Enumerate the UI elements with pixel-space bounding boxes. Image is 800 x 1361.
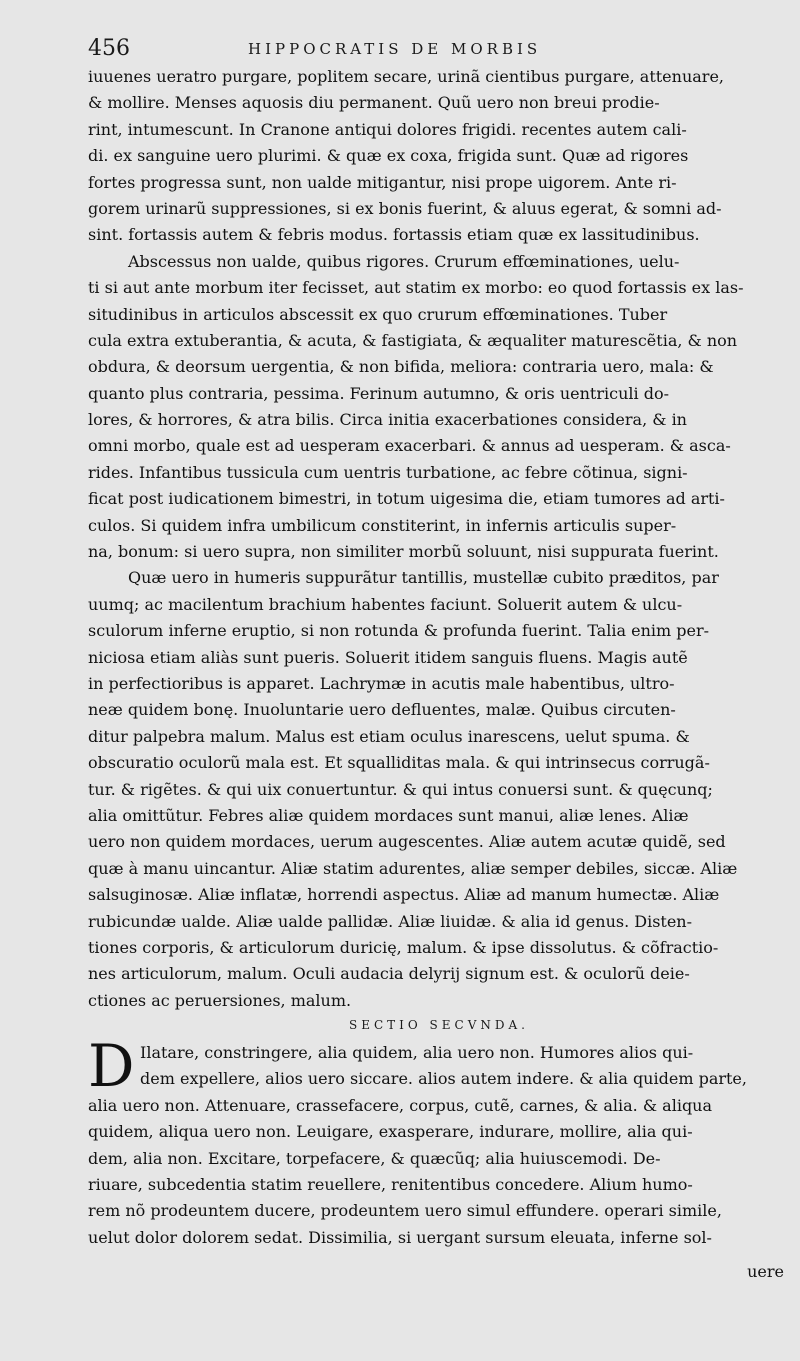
text-line: situdinibus in articulos abscessit ex quo crurum effœminationes. Tuber — [88, 304, 668, 324]
text-line: obscuratio oculorũ mala est. Et squalliditas mala. & qui intrinsecus corrugã- — [88, 753, 710, 773]
text-line: niciosa etiam aliàs sunt pueris. Soluerit itidem sanguis fluens. Magis autẽ — [88, 647, 688, 667]
drop-cap-initial: D — [88, 1032, 135, 1100]
main-text-block — [88, 64, 790, 1014]
text-line: obdura, & deorsum uergentia, & non bifida, meliora: contraria uero, mala: & — [88, 357, 714, 377]
text-line: lores, & horrores, & atra bilis. Circa initia exacerbationes considera, & in — [88, 410, 687, 430]
section-text-line: uelut dolor dolorem sedat. Dissimilia, si uergant sursum eleuata, inferne sol- — [88, 1227, 712, 1247]
text-line: ditur palpebra malum. Malus est etiam oculus inarescens, uelut spuma. & — [88, 726, 690, 746]
text-line: cula extra extuberantia, & acuta, & fastigiata, & æqualiter maturescẽtia, & non — [88, 330, 738, 350]
text-line: tur. & rigẽtes. & qui uix conuertuntur. & qui intus conuersi sunt. & quęcunq; — [88, 779, 713, 799]
text-line: fortes progressa sunt, non ualde mitigantur, nisi prope uigorem. Ante ri- — [88, 172, 677, 192]
text-line: quæ à manu uincantur. Aliæ statim adurentes, aliæ semper debiles, siccæ. Aliæ — [88, 858, 738, 878]
section-text-line: dem, alia non. Excitare, torpefacere, & quæcũq; alia huiuscemodi. De- — [88, 1148, 661, 1168]
section-text-block — [88, 1032, 790, 1251]
text-line: quanto plus contraria, pessima. Ferinum autumno, & oris uentriculi do- — [88, 383, 669, 403]
page-header — [88, 36, 788, 66]
text-line: gorem urinarũ suppressiones, si ex bonis fuerint, & aluus egerat, & somni ad- — [88, 198, 722, 218]
catchword: uere — [747, 1262, 784, 1281]
text-line: culos. Si quidem infra umbilicum constiterint, in infernis articulis super- — [88, 515, 677, 535]
text-line: rint, intumescunt. In Cranone antiqui dolores frigidi. recentes autem cali- — [88, 119, 687, 139]
text-line: & mollire. Menses aquosis diu permanent. Quũ uero non breui prodie- — [88, 93, 660, 113]
text-line: sculorum inferne eruptio, si non rotunda & profunda fuerint. Talia enim per- — [88, 621, 710, 641]
text-line: Abscessus non ualde, quibus rigores. Crurum effœminationes, uelu- — [128, 251, 680, 271]
text-line: neæ quidem bonę. Inuoluntarie uero defluentes, malæ. Quibus circuten- — [88, 700, 676, 720]
text-line: iuuenes ueratro purgare, poplitem secare, urinã cientibus purgare, attenuare, — [88, 67, 724, 86]
text-line: Quæ uero in humeris suppurãtur tantillis, mustellæ cubito præditos, par — [128, 568, 719, 588]
text-line: in perfectioribus is apparet. Lachrymæ in acutis male habentibus, ultro- — [88, 673, 675, 693]
section-text-line: riuare, subcedentia statim reuellere, renitentibus concedere. Alium humo- — [88, 1174, 693, 1194]
text-line: ti si aut ante morbum iter fecisset, aut statim ex morbo: eo quod fortassis ex las- — [88, 278, 744, 298]
text-line: nes articulorum, malum. Oculi audacia delyrij signum est. & oculorũ deie- — [88, 964, 690, 984]
text-line: salsuginosæ. Aliæ inflatæ, horrendi aspectus. Aliæ ad manum humectæ. Aliæ — [88, 885, 720, 905]
text-line: uumq; ac macilentum brachium habentes faciunt. Soluerit autem & ulcu- — [88, 594, 683, 614]
text-line: sint. fortassis autem & febris modus. fortassis etiam quæ ex lassitudinibus. — [88, 225, 700, 245]
text-line: ficat post iudicationem bimestri, in totum uigesima die, etiam tumores ad arti- — [88, 489, 725, 509]
text-line: alia omittũtur. Febres aliæ quidem mordaces sunt manui, aliæ lenes. Aliæ — [88, 805, 689, 825]
text-line: omni morbo, quale est ad uesperam exacerbari. & annus ad uesperam. & asca- — [88, 436, 731, 456]
text-line: ctiones ac peruersiones, malum. — [88, 990, 352, 1010]
text-line: uero non quidem mordaces, uerum augescentes. Aliæ autem acutæ quidẽ, sed — [88, 832, 726, 852]
section-text-line: Ilatare, constringere, alia quidem, alia uero non. Humores alios qui- — [140, 1043, 694, 1062]
section-heading: SECTIO SECVNDA. — [349, 1018, 529, 1032]
section-text-line: alia uero non. Attenuare, crassefacere, corpus, cutẽ, carnes, & alia. & aliqua — [88, 1095, 713, 1115]
page-number: 456 — [88, 36, 130, 61]
section-text-line: quidem, aliqua uero non. Leuigare, exasperare, indurare, mollire, alia qui- — [88, 1122, 693, 1142]
text-line: tiones corporis, & articulorum duricię, malum. & ipse dissolutus. & cõfractio- — [88, 937, 719, 957]
text-line: rides. Infantibus tussicula cum uentris turbatione, ac febre cõtinua, signi- — [88, 462, 688, 482]
text-line: rubicundæ ualde. Aliæ ualde pallidæ. Aliæ liuidæ. & alia id genus. Disten- — [88, 911, 693, 931]
text-line: na, bonum: si uero supra, non similiter morbũ soluunt, nisi suppurata fuerint. — [88, 542, 719, 562]
section-text-line: dem expellere, alios uero siccare. alios autem indere. & alia quidem parte, — [140, 1069, 747, 1089]
section-text-line: rem nõ prodeuntem ducere, prodeuntem uero simul effundere. operari simile, — [88, 1201, 722, 1221]
running-title: HIPPOCRATIS DE MORBIS — [248, 40, 542, 58]
text-line: di. ex sanguine uero plurimi. & quæ ex coxa, frigida sunt. Quæ ad rigores — [88, 146, 689, 166]
